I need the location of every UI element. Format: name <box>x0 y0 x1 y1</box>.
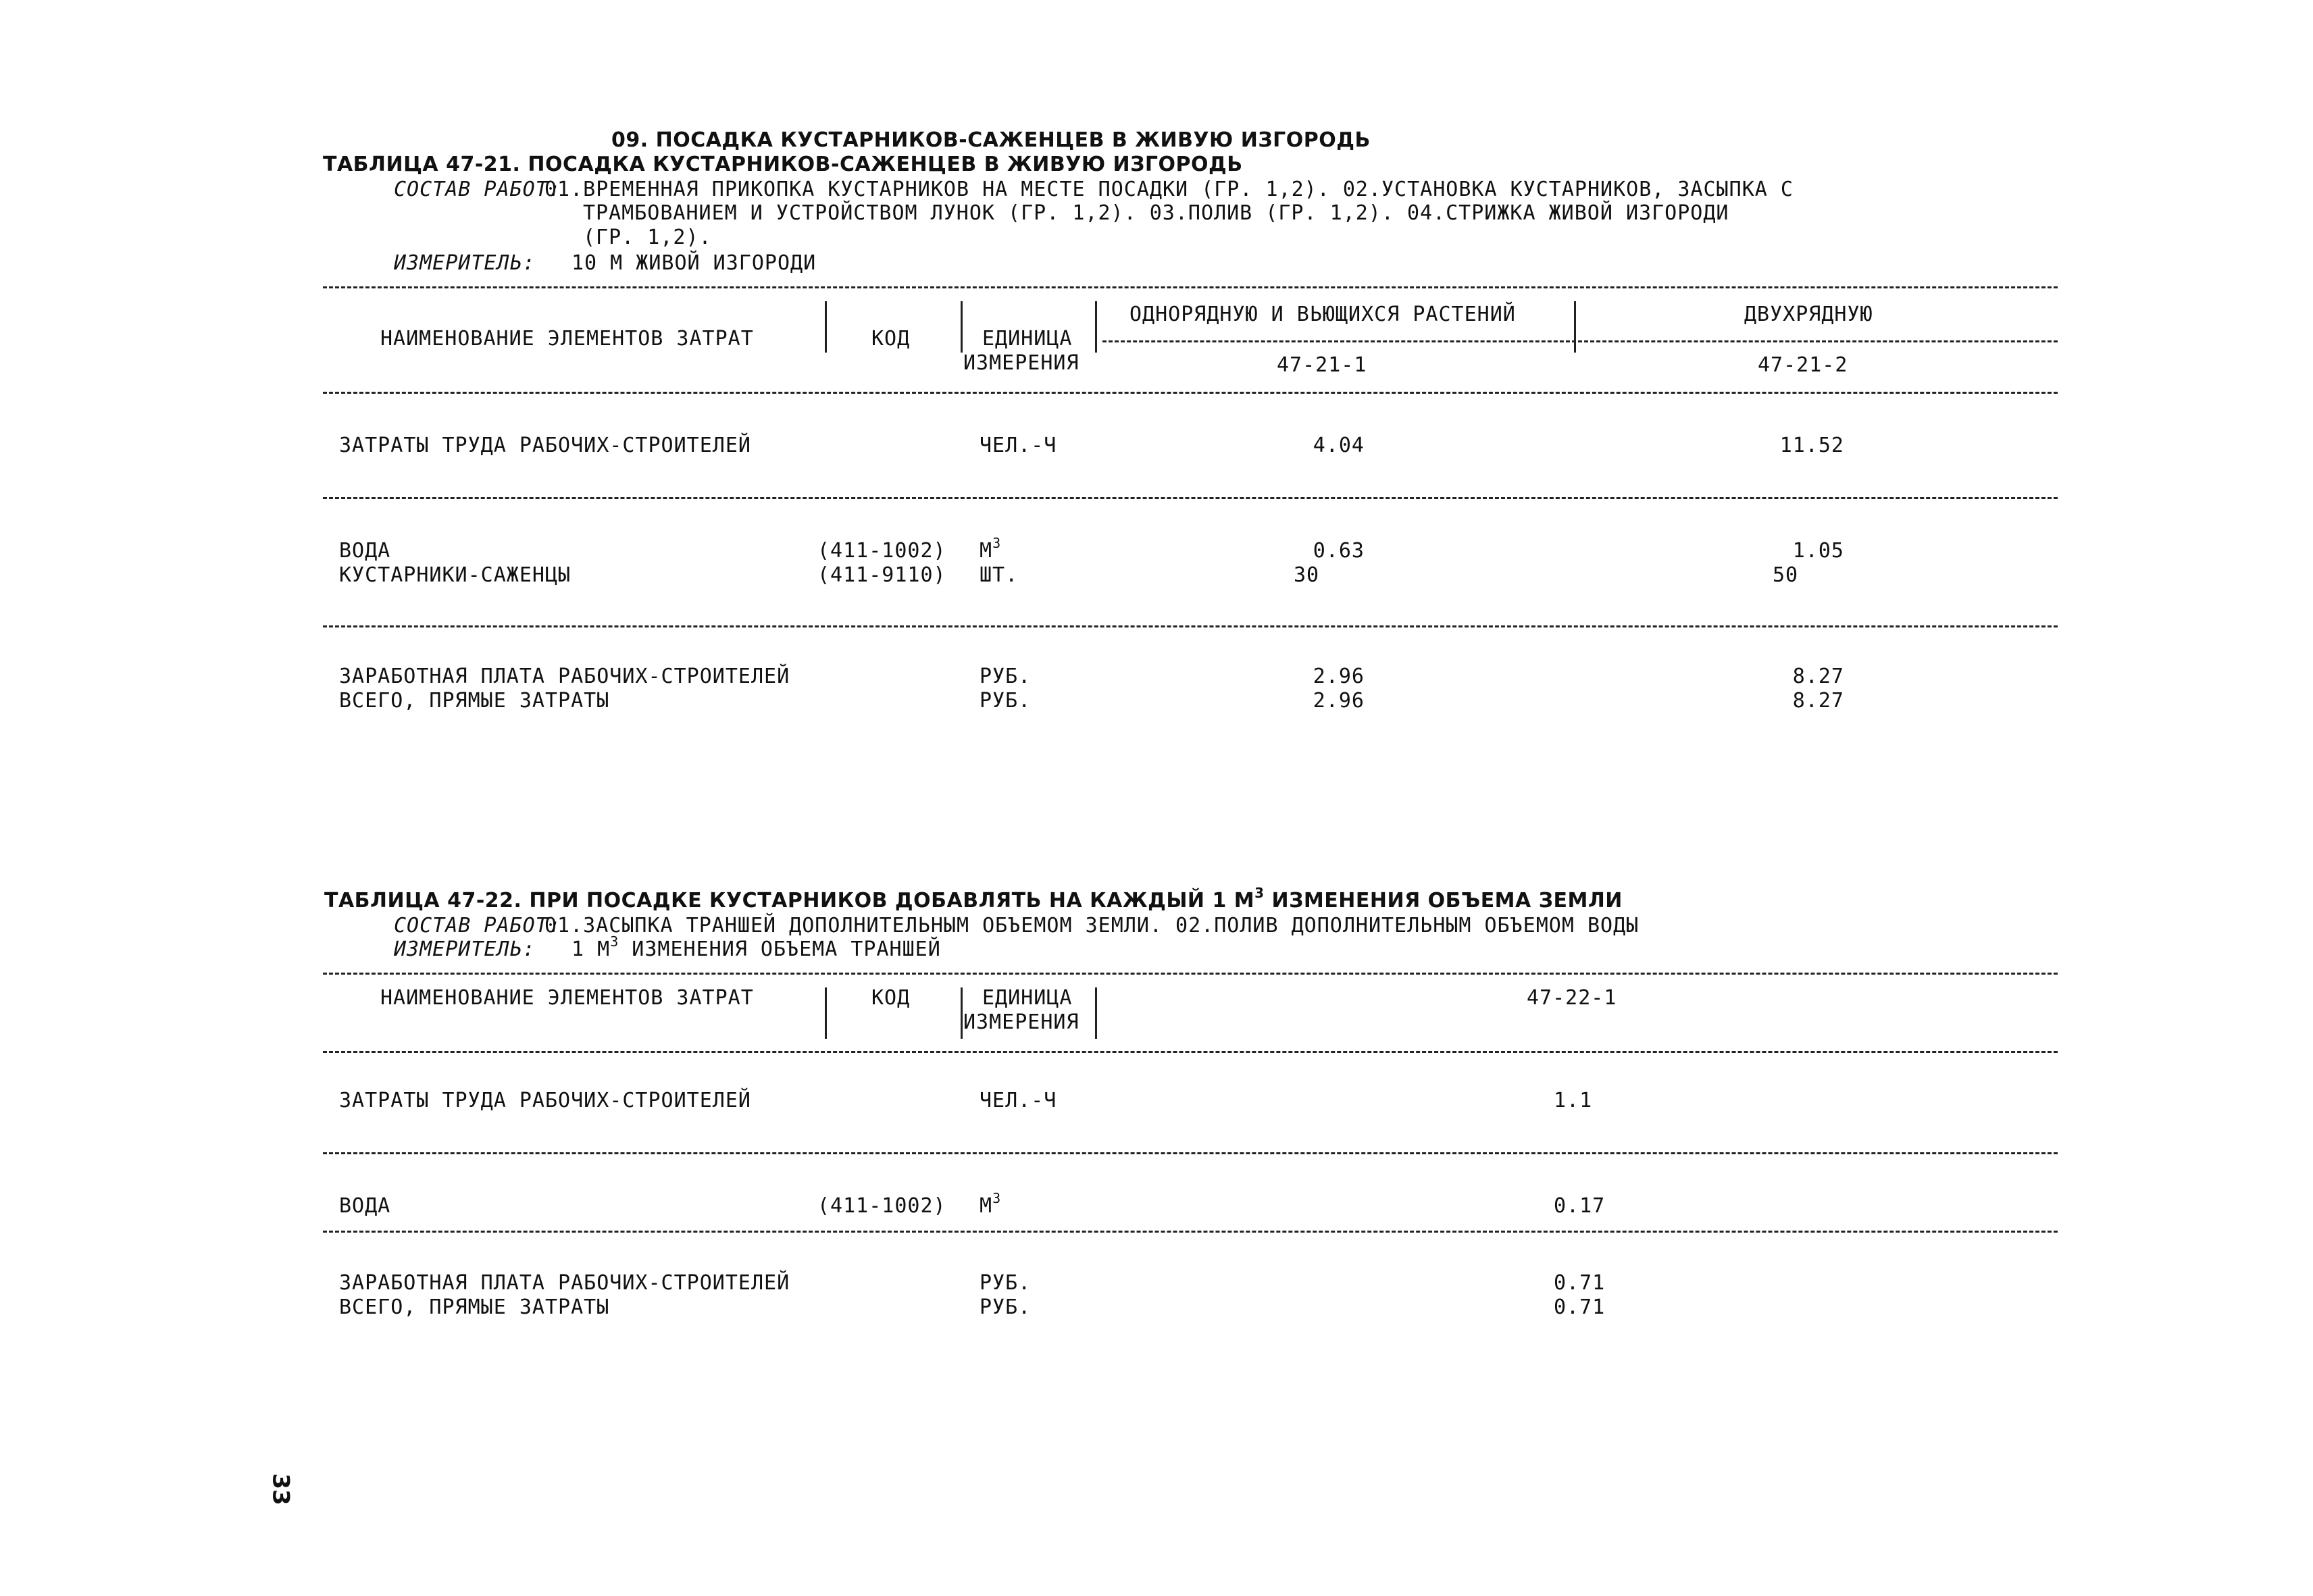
table1-vbar-unit <box>1095 301 1097 353</box>
table1-row-labor-name: ЗАТРАТЫ ТРУДА РАБОЧИХ-СТРОИТЕЛЕЙ <box>339 434 751 457</box>
table2-header-bottom-rule <box>323 1051 2058 1053</box>
table2-work-line1: 01.ЗАСЫПКА ТРАНШЕЙ ДОПОЛНИТЕЛЬНЫМ ОБЪЕМОМ ЗЕМЛИ. 02.ПОЛИВ ДОПОЛНИТЕЛЬНЫМ ОБЪЕМОМ ВОДЫ <box>544 914 1640 937</box>
table1-header-col2: ДВУХРЯДНУЮ <box>1744 303 1873 326</box>
table1-row-shrubs-code: (411-9110) <box>817 563 946 587</box>
table2-row-labor-name: ЗАТРАТЫ ТРУДА РАБОЧИХ-СТРОИТЕЛЕЙ <box>339 1089 751 1112</box>
table1-header-unit2: ИЗМЕРЕНИЯ <box>963 351 1079 375</box>
table2-row-water-name: ВОДА <box>339 1194 391 1218</box>
table1-row-water-v1: 0.63 <box>1313 539 1365 563</box>
table1-row-total-name: ВСЕГО, ПРЯМЫЕ ЗАТРАТЫ <box>339 689 610 713</box>
table1-row-total-v2: 8.27 <box>1792 689 1844 713</box>
table2-row-water-unit: $М^3$ <box>980 1190 1002 1218</box>
table1-header-col1: ОДНОРЯДНУЮ И ВЬЮЩИХСЯ РАСТЕНИЙ <box>1129 303 1516 326</box>
table1-row-labor-v2: 11.52 <box>1779 434 1844 457</box>
table1-row-total-v1: 2.96 <box>1313 689 1365 713</box>
table1-header-col2-code: 47-21-2 <box>1758 353 1848 377</box>
table1-row-wage-v2: 8.27 <box>1792 665 1844 688</box>
table2-rule-3 <box>323 1231 2058 1233</box>
table1-row-labor-unit: ЧЕЛ.-Ч <box>980 434 1057 457</box>
table1-row-total-unit: РУБ. <box>980 689 1032 713</box>
table2-measure-label: ИЗМЕРИТЕЛЬ: <box>394 937 536 961</box>
table2-header-code: КОД <box>871 986 911 1010</box>
table1-top-rule <box>323 286 2058 288</box>
table1-header-unit1: ЕДИНИЦА <box>982 327 1073 351</box>
table1-measure-value: 10 М ЖИВОЙ ИЗГОРОДИ <box>571 251 817 275</box>
table1-row-labor-v1: 4.04 <box>1313 434 1365 457</box>
table1-work-label: СОСТАВ РАБОТ: <box>394 178 561 201</box>
table2-row-total-name: ВСЕГО, ПРЯМЫЕ ЗАТРАТЫ <box>339 1295 610 1319</box>
table2-title: ТАБЛИЦА 47-22. ПРИ ПОСАДКЕ КУСТАРНИКОВ ДОБАВЛЯТЬ НА КАЖДЫЙ 1 $М^3$ ИЗМЕНЕНИЯ ОБЪЕМА ЗЕМЛИ <box>324 885 1623 912</box>
table1-work-line1: 01.ВРЕМЕННАЯ ПРИКОПКА КУСТАРНИКОВ НА МЕСТЕ ПОСАДКИ (ГР. 1,2). 02.УСТАНОВКА КУСТАРНИКОВ, ЗАСЫПКА С <box>544 178 1794 201</box>
table2-header-unit1: ЕДИНИЦА <box>982 986 1073 1010</box>
table2-work-label: СОСТАВ РАБОТ: <box>394 914 561 937</box>
table1-row-shrubs-v1: 30 <box>1294 563 1320 587</box>
table1-row-water-code: (411-1002) <box>817 539 946 563</box>
table1-work-line2: ТРАМБОВАНИЕМ И УСТРОЙСТВОМ ЛУНОК (ГР. 1,2). 03.ПОЛИВ (ГР. 1,2). 04.СТРИЖКА ЖИВОЙ ИЗГОРОДИ <box>583 201 1729 225</box>
table1-header-name: НАИМЕНОВАНИЕ ЭЛЕМЕНТОВ ЗАТРАТ <box>380 327 754 351</box>
table1-header-mid-rule <box>1102 340 2058 342</box>
table1-row-shrubs-v2: 50 <box>1773 563 1799 587</box>
page-number: 33 <box>267 1473 295 1505</box>
table2-row-water-v1: 0.17 <box>1554 1194 1606 1218</box>
table2-row-wage-name: ЗАРАБОТНАЯ ПЛАТА РАБОЧИХ-СТРОИТЕЛЕЙ <box>339 1271 790 1295</box>
table1-header-code: КОД <box>871 327 911 351</box>
table2-vbar-code <box>961 987 963 1039</box>
table2-row-wage-unit: РУБ. <box>980 1271 1032 1295</box>
table1-measure-label: ИЗМЕРИТЕЛЬ: <box>394 251 536 275</box>
table2-header-name: НАИМЕНОВАНИЕ ЭЛЕМЕНТОВ ЗАТРАТ <box>380 986 754 1010</box>
table1-header-bottom-rule <box>323 392 2058 394</box>
table1-row-shrubs-unit: ШТ. <box>980 563 1019 587</box>
table2-row-labor-unit: ЧЕЛ.-Ч <box>980 1089 1057 1112</box>
table2-header-col1-code: 47-22-1 <box>1527 986 1617 1010</box>
table1-vbar-name <box>825 301 827 353</box>
section-title: 09. ПОСАДКА КУСТАРНИКОВ-САЖЕНЦЕВ В ЖИВУЮ ИЗГОРОДЬ <box>611 128 1371 152</box>
table1-row-wage-name: ЗАРАБОТНАЯ ПЛАТА РАБОЧИХ-СТРОИТЕЛЕЙ <box>339 665 790 688</box>
table1-work-line3: (ГР. 1,2). <box>583 226 712 249</box>
table1-title: ТАБЛИЦА 47-21. ПОСАДКА КУСТАРНИКОВ-САЖЕНЦЕВ В ЖИВУЮ ИЗГОРОДЬ <box>323 153 1243 176</box>
table2-vbar-name <box>825 987 827 1039</box>
table1-rule-3 <box>323 625 2058 627</box>
table1-row-water-unit: $М^3$ <box>980 535 1002 563</box>
table1-row-shrubs-name: КУСТАРНИКИ-САЖЕНЦЫ <box>339 563 571 587</box>
table2-header-unit2: ИЗМЕРЕНИЯ <box>963 1010 1079 1034</box>
table1-vbar-code <box>961 301 963 353</box>
table1-rule-2 <box>323 497 2058 499</box>
table2-top-rule <box>323 973 2058 975</box>
table1-vbar-col <box>1574 301 1576 353</box>
table2-rule-2 <box>323 1152 2058 1154</box>
table1-row-wage-unit: РУБ. <box>980 665 1032 688</box>
table1-row-water-name: ВОДА <box>339 539 391 563</box>
table2-row-water-code: (411-1002) <box>817 1194 946 1218</box>
table1-row-water-v2: 1.05 <box>1792 539 1844 563</box>
table1-header-col1-code: 47-21-1 <box>1277 353 1367 377</box>
table2-row-total-v1: 0.71 <box>1554 1295 1606 1319</box>
table1-row-wage-v1: 2.96 <box>1313 665 1365 688</box>
table2-measure-value: 1 $М^3$ ИЗМЕНЕНИЯ ОБЪЕМА ТРАНШЕЙ <box>571 933 941 961</box>
table2-vbar-unit <box>1095 987 1097 1039</box>
table2-row-wage-v1: 0.71 <box>1554 1271 1606 1295</box>
table2-row-labor-v1: 1.1 <box>1554 1089 1593 1112</box>
table2-row-total-unit: РУБ. <box>980 1295 1032 1319</box>
